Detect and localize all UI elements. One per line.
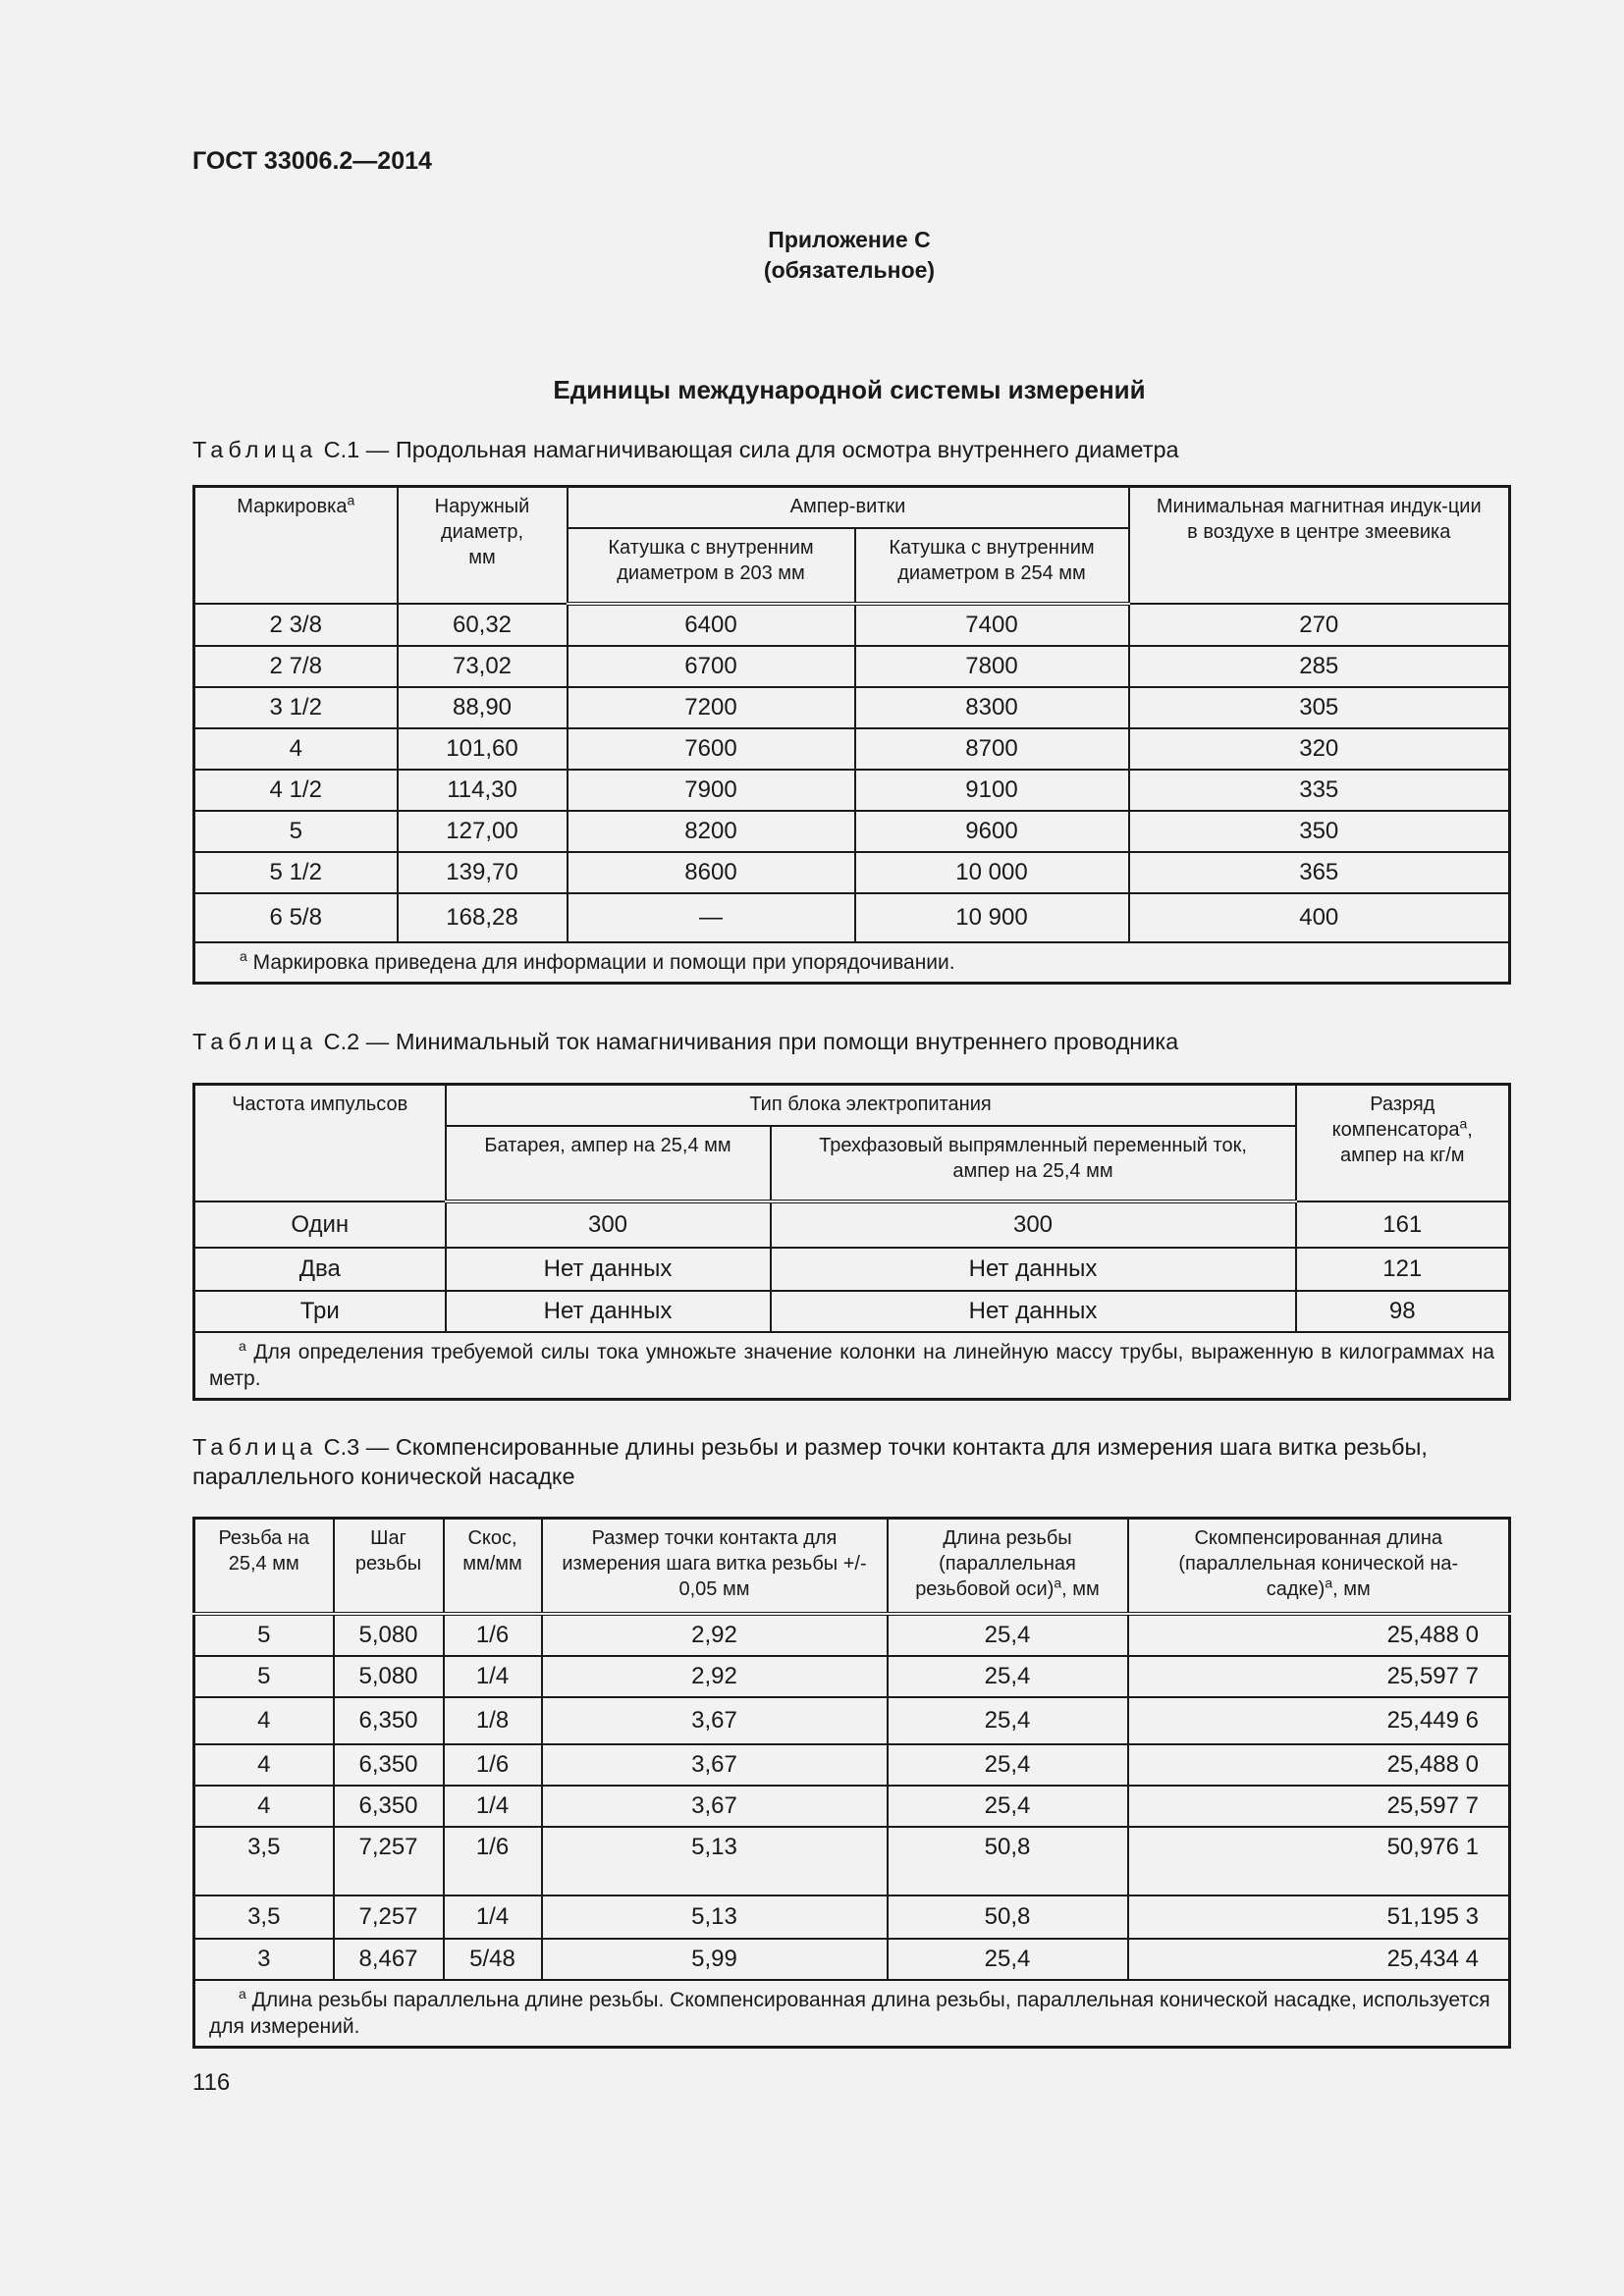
table-cell: 4 [194,1744,334,1786]
table-cell: 25,4 [888,1614,1128,1656]
table-row [194,1939,1510,1980]
table-row [194,770,1510,811]
table-cell: 50,8 [888,1827,1128,1896]
table-cell: 4 [194,728,398,770]
table-cell: 121 [1296,1248,1510,1291]
table3-body [194,1614,1510,1980]
table-row [194,1248,1510,1291]
table2-caption [192,1027,1508,1056]
table2-footnote: $^a$ Для определения требуемой силы тока умножьте значение колонки на линейную массу трубы, выраженную в килограммах на метр. [194,1332,1510,1400]
table-cell: 6,350 [334,1744,444,1786]
table-cell: 300 [446,1201,771,1248]
table2-header-power-type: Тип блока электропитания [446,1085,1296,1127]
table3-header-taper: Скос, мм/мм [444,1519,542,1615]
table2-header-battery: Батарея, ампер на 25,4 мм [446,1126,771,1201]
table-cell: 8,467 [334,1939,444,1980]
table-cell: 73,02 [398,646,568,687]
table-cell: 3,67 [542,1697,888,1744]
table-cell: 320 [1129,728,1510,770]
table-cell: 3,67 [542,1786,888,1827]
table-cell: 7800 [855,646,1129,687]
table-cell: 5,13 [542,1896,888,1939]
table2-header-pulse-frequency: Частота импульсов [194,1085,446,1202]
table-cell: 8200 [568,811,855,852]
table2 [192,1083,1511,1401]
table-cell: 6,350 [334,1786,444,1827]
table1-header-ampere-turns: Ампер-витки [568,487,1129,529]
table-cell: 8700 [855,728,1129,770]
table1-header-min-induction: Минимальная магнитная индук-ции в воздухе в центре змеевика [1129,487,1510,605]
table-cell: 51,195 3 [1128,1896,1510,1939]
table-cell: 5,080 [334,1614,444,1656]
table-cell: 5,13 [542,1827,888,1896]
table-cell: 10 900 [855,893,1129,942]
table-row [194,728,1510,770]
table-cell: 270 [1129,604,1510,646]
table-cell: 300 [771,1201,1296,1248]
table-cell: 10 000 [855,852,1129,893]
table-cell: 5 [194,1656,334,1697]
table-row [194,1786,1510,1827]
table-cell: 350 [1129,811,1510,852]
table1-header-marking: Маркировка$^a$ [194,487,398,605]
table-cell: 2 7/8 [194,646,398,687]
table-cell: 25,449 6 [1128,1697,1510,1744]
appendix-title: Приложение С [768,227,931,252]
page-number: 116 [192,2069,231,2096]
table3-caption-prefix: Таблица [192,1434,318,1460]
table-cell: 127,00 [398,811,568,852]
table-row [194,1827,1510,1896]
table-cell: Один [194,1201,446,1248]
table2-caption-text: С.2 — Минимальный ток намагничивания при помощи внутреннего проводника [317,1029,1179,1054]
table1-caption-text: С.1 — Продольная намагничивающая сила для осмотра внутреннего диаметра [317,437,1179,462]
table-cell: 25,4 [888,1939,1128,1980]
table-cell: 6400 [568,604,855,646]
table-cell: 25,4 [888,1744,1128,1786]
table-cell: 2 3/8 [194,604,398,646]
table-cell: Три [194,1291,446,1332]
table-cell: 7,257 [334,1827,444,1896]
table-cell: 1/8 [444,1697,542,1744]
table-cell: 365 [1129,852,1510,893]
table-row [194,1656,1510,1697]
table-cell: 50,8 [888,1896,1128,1939]
table-cell: 4 [194,1786,334,1827]
table3-header-compensated-length: Скомпенсированная длина (параллельная конической на-садке)$^a$, мм [1128,1519,1510,1615]
table3-header-contact-size: Размер точки контакта для измерения шага витка резьбы +/- 0,05 мм [542,1519,888,1615]
table-cell: 25,488 0 [1128,1744,1510,1786]
table-cell: Нет данных [771,1248,1296,1291]
table-cell: 50,976 1 [1128,1827,1510,1896]
table-cell: Нет данных [771,1291,1296,1332]
table3-footnote: $^a$ Длина резьбы параллельна длине резьбы. Скомпенсированная длина резьбы, параллельная конической насадке, используется для измерений. [194,1980,1510,2048]
table-cell: 3 1/2 [194,687,398,728]
table-cell: 3,5 [194,1896,334,1939]
table2-header-three-phase: Трехфазовый выпрямленный переменный ток, ампер на 25,4 мм [771,1126,1296,1201]
table-cell: 1/4 [444,1896,542,1939]
table-cell: 4 [194,1697,334,1744]
table2-body [194,1201,1510,1332]
table-row [194,1697,1510,1744]
table-cell: 60,32 [398,604,568,646]
table-cell: 25,4 [888,1697,1128,1744]
table-cell: 305 [1129,687,1510,728]
table-cell: 25,434 4 [1128,1939,1510,1980]
table1-header-outer-diameter: Наружный диаметр, мм [398,487,568,605]
table-row [194,893,1510,942]
table-cell: 25,4 [888,1786,1128,1827]
table-cell: 25,488 0 [1128,1614,1510,1656]
table3-caption-text: С.3 — Скомпенсированные длины резьбы и размер точки контакта для измерения шага витка резьбы, параллельного конической насадке [192,1434,1428,1489]
table-cell: 3 [194,1939,334,1980]
table1-header-coil-254: Катушка с внутренним диаметром в 254 мм [855,528,1129,604]
table1-footnote: $^a$ Маркировка приведена для информации и помощи при упорядочивании. [194,942,1510,984]
table-cell: 3,5 [194,1827,334,1896]
table-row [194,1201,1510,1248]
table-cell: 4 1/2 [194,770,398,811]
table-cell: 335 [1129,770,1510,811]
table1-caption-prefix: Таблица [192,437,318,462]
table-cell: 7,257 [334,1896,444,1939]
table-cell: 25,597 7 [1128,1656,1510,1697]
table-cell: 7900 [568,770,855,811]
table-cell: 88,90 [398,687,568,728]
table-cell: 400 [1129,893,1510,942]
table-row [194,1896,1510,1939]
table3-header-thread-per-inch: Резьба на 25,4 мм [194,1519,334,1615]
table-row [194,604,1510,646]
table-cell: 1/4 [444,1786,542,1827]
table-cell: 3,67 [542,1744,888,1786]
table1 [192,485,1511,985]
table-cell: 6700 [568,646,855,687]
table-cell: 5/48 [444,1939,542,1980]
document-code: ГОСТ 33006.2—2014 [192,147,432,175]
table-cell: 1/6 [444,1827,542,1896]
table-row [194,1614,1510,1656]
table-cell: — [568,893,855,942]
table-row [194,687,1510,728]
table-cell: 168,28 [398,893,568,942]
table-cell: 25,4 [888,1656,1128,1697]
table-cell: 114,30 [398,770,568,811]
table-cell: 2,92 [542,1614,888,1656]
section-title: Единицы международной системы измерений [553,375,1146,404]
table-cell: 5,99 [542,1939,888,1980]
table-cell: 5 [194,1614,334,1656]
table-cell: 8300 [855,687,1129,728]
table-row [194,852,1510,893]
table1-caption [192,435,1508,464]
table-cell: 5 [194,811,398,852]
table3-header-pitch: Шаг резьбы [334,1519,444,1615]
table-cell: 1/6 [444,1614,542,1656]
table-cell: Нет данных [446,1291,771,1332]
table-cell: 7200 [568,687,855,728]
table3 [192,1517,1511,2049]
table-cell: 285 [1129,646,1510,687]
table-cell: 9600 [855,811,1129,852]
table2-caption-prefix: Таблица [192,1029,318,1054]
table-cell: 139,70 [398,852,568,893]
table-row [194,811,1510,852]
table1-header-coil-203: Катушка с внутренним диаметром в 203 мм [568,528,855,604]
table-cell: 6 5/8 [194,893,398,942]
table-cell: 161 [1296,1201,1510,1248]
table2-header-compensator-rank: Разряд компенсатора$^a$, ампер на кг/м [1296,1085,1510,1202]
table-cell: 5,080 [334,1656,444,1697]
table-cell: 98 [1296,1291,1510,1332]
table-cell: 6,350 [334,1697,444,1744]
table-cell: 2,92 [542,1656,888,1697]
table-cell: 8600 [568,852,855,893]
table-cell: 9100 [855,770,1129,811]
table-cell: Нет данных [446,1248,771,1291]
table-cell: 7400 [855,604,1129,646]
appendix-status: (обязательное) [763,257,936,283]
table-row [194,1291,1510,1332]
table-cell: 25,597 7 [1128,1786,1510,1827]
table-cell: 1/6 [444,1744,542,1786]
table-cell: 5 1/2 [194,852,398,893]
table-cell: 1/4 [444,1656,542,1697]
table-row [194,646,1510,687]
table1-body [194,604,1510,942]
table-cell: 7600 [568,728,855,770]
table3-header-thread-length: Длина резьбы (параллельная резьбовой оси)$^a$, мм [888,1519,1128,1615]
table3-caption [192,1432,1508,1491]
table-cell: 101,60 [398,728,568,770]
table-cell: Два [194,1248,446,1291]
table-row [194,1744,1510,1786]
